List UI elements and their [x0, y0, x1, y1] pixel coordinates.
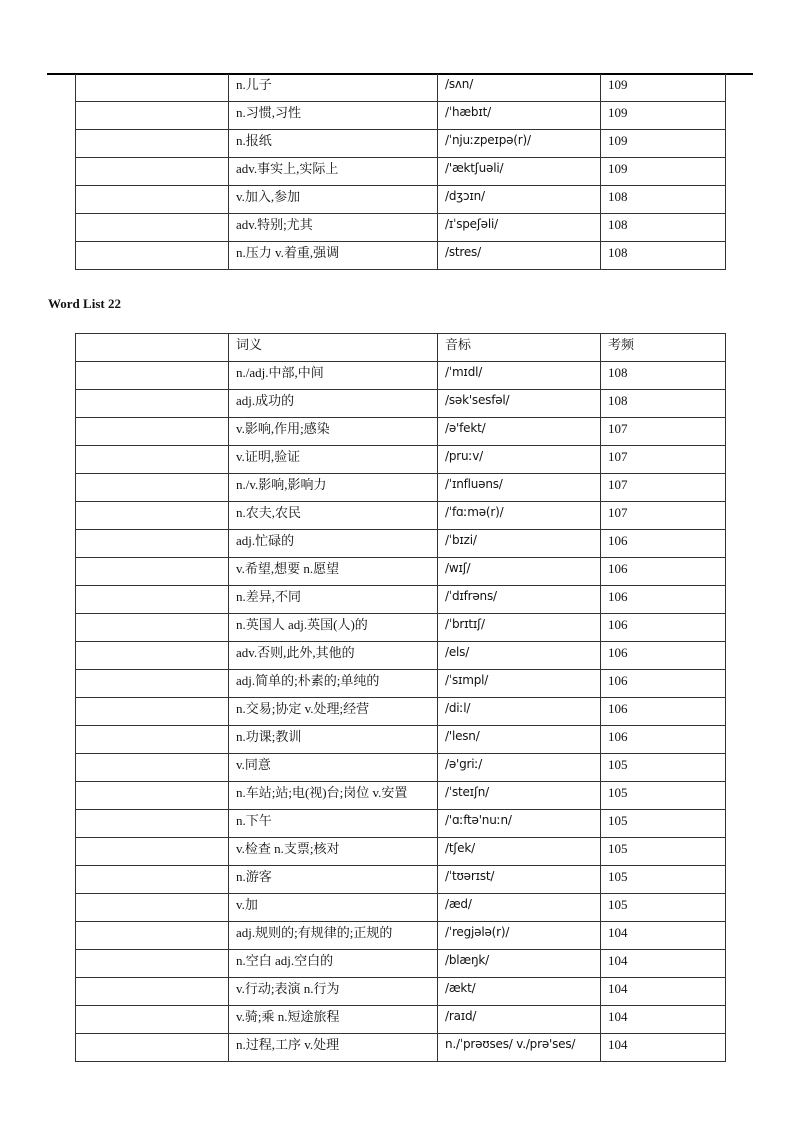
meaning-cell: adj.成功的	[229, 390, 438, 418]
meaning-cell: n.车站;站;电(视)台;岗位 v.安置	[229, 782, 438, 810]
table-row	[76, 614, 726, 642]
section-title: Word List 22	[48, 296, 121, 311]
word-cell	[76, 726, 229, 754]
frequency-cell: 105	[601, 838, 726, 866]
phonetic-cell: /dʒɔɪn/	[438, 186, 601, 214]
meaning-cell: n.下午	[229, 810, 438, 838]
word-cell	[76, 838, 229, 866]
meaning-cell: v.加入,参加	[229, 186, 438, 214]
table-row	[76, 698, 726, 726]
frequency-cell: 107	[601, 418, 726, 446]
word-cell	[76, 698, 229, 726]
phonetic-cell: /stres/	[438, 242, 601, 270]
frequency-cell: 109	[601, 158, 726, 186]
meaning-cell: adv.特别;尤其	[229, 214, 438, 242]
word-cell	[76, 186, 229, 214]
frequency-cell: 107	[601, 446, 726, 474]
table-row	[76, 530, 726, 558]
meaning-cell: adv.否则,此外,其他的	[229, 642, 438, 670]
frequency-cell: 107	[601, 474, 726, 502]
frequency-cell: 105	[601, 782, 726, 810]
word-cell	[76, 754, 229, 782]
table-row	[76, 362, 726, 390]
phonetic-cell: /ˈɪnfluəns/	[438, 474, 601, 502]
table-row	[76, 502, 726, 530]
word-cell	[76, 446, 229, 474]
frequency-cell: 108	[601, 214, 726, 242]
word-cell	[76, 614, 229, 642]
word-cell	[76, 390, 229, 418]
frequency-cell: 108	[601, 242, 726, 270]
phonetic-cell: /ˈbrɪtɪʃ/	[438, 614, 601, 642]
table-row	[76, 586, 726, 614]
frequency-cell: 105	[601, 754, 726, 782]
word-cell	[76, 214, 229, 242]
word-cell	[76, 670, 229, 698]
header-meaning: 词义	[229, 334, 438, 362]
word-cell	[76, 530, 229, 558]
frequency-cell: 106	[601, 670, 726, 698]
table-row	[76, 1034, 726, 1062]
word-cell	[76, 922, 229, 950]
word-cell	[76, 130, 229, 158]
frequency-cell: 109	[601, 102, 726, 130]
table-row	[76, 102, 726, 130]
table-row	[76, 214, 726, 242]
frequency-cell: 104	[601, 922, 726, 950]
word-cell	[76, 810, 229, 838]
frequency-cell: 104	[601, 950, 726, 978]
word-cell	[76, 158, 229, 186]
meaning-cell: n.交易;协定 v.处理;经营	[229, 698, 438, 726]
frequency-cell: 104	[601, 1034, 726, 1062]
phonetic-cell: /blæŋk/	[438, 950, 601, 978]
table-header-row	[76, 334, 726, 362]
frequency-cell: 108	[601, 362, 726, 390]
phonetic-cell: /'æktʃuəli/	[438, 158, 601, 186]
table-row	[76, 642, 726, 670]
word-cell	[76, 418, 229, 446]
word-cell	[76, 242, 229, 270]
table-row	[76, 74, 726, 102]
frequency-cell: 105	[601, 894, 726, 922]
meaning-cell: v.希望,想要 n.愿望	[229, 558, 438, 586]
phonetic-cell: /ˈsteɪʃn/	[438, 782, 601, 810]
header-word	[76, 334, 229, 362]
phonetic-cell: /ˈnjuːzpeɪpə(r)/	[438, 130, 601, 158]
frequency-cell: 106	[601, 586, 726, 614]
table-row	[76, 726, 726, 754]
table-row	[76, 390, 726, 418]
frequency-cell: 104	[601, 978, 726, 1006]
vocab-table-body	[76, 362, 726, 1062]
phonetic-cell: /ə'griː/	[438, 754, 601, 782]
word-cell	[76, 894, 229, 922]
table-row	[76, 558, 726, 586]
frequency-cell: 105	[601, 866, 726, 894]
frequency-cell: 105	[601, 810, 726, 838]
meaning-cell: n.习惯,习性	[229, 102, 438, 130]
phonetic-cell: /sʌn/	[438, 74, 601, 102]
frequency-cell: 106	[601, 614, 726, 642]
vocab-table-continued-body	[76, 74, 726, 270]
frequency-cell: 108	[601, 390, 726, 418]
frequency-cell: 108	[601, 186, 726, 214]
frequency-cell: 106	[601, 726, 726, 754]
meaning-cell: v.证明,验证	[229, 446, 438, 474]
phonetic-cell: /'lesn/	[438, 726, 601, 754]
frequency-cell: 106	[601, 530, 726, 558]
meaning-cell: adv.事实上,实际上	[229, 158, 438, 186]
phonetic-cell: /ˈtʊərɪst/	[438, 866, 601, 894]
word-cell	[76, 978, 229, 1006]
frequency-cell: 107	[601, 502, 726, 530]
meaning-cell: n.农夫,农民	[229, 502, 438, 530]
phonetic-cell: /ˈmɪdl/	[438, 362, 601, 390]
phonetic-cell: /tʃek/	[438, 838, 601, 866]
frequency-cell: 109	[601, 74, 726, 102]
table-row	[76, 158, 726, 186]
meaning-cell: n.空白 adj.空白的	[229, 950, 438, 978]
meaning-cell: adj.简单的;朴素的;单纯的	[229, 670, 438, 698]
table-row	[76, 922, 726, 950]
table-row	[76, 242, 726, 270]
table-row	[76, 978, 726, 1006]
frequency-cell: 106	[601, 558, 726, 586]
phonetic-cell: /ˈbɪzi/	[438, 530, 601, 558]
table-row	[76, 418, 726, 446]
word-cell	[76, 474, 229, 502]
phonetic-cell: /raɪd/	[438, 1006, 601, 1034]
table-row	[76, 186, 726, 214]
phonetic-cell: /ˈregjələ(r)/	[438, 922, 601, 950]
meaning-cell: v.骑;乘 n.短途旅程	[229, 1006, 438, 1034]
word-cell	[76, 642, 229, 670]
meaning-cell: n.功课;教训	[229, 726, 438, 754]
word-cell	[76, 362, 229, 390]
table-row	[76, 838, 726, 866]
phonetic-cell: /ˈsɪmpl/	[438, 670, 601, 698]
table-row	[76, 670, 726, 698]
frequency-cell: 106	[601, 642, 726, 670]
word-cell	[76, 782, 229, 810]
phonetic-cell: /pruːv/	[438, 446, 601, 474]
meaning-cell: n./v.影响,影响力	[229, 474, 438, 502]
phonetic-cell: /æd/	[438, 894, 601, 922]
table-row	[76, 810, 726, 838]
meaning-cell: n.儿子	[229, 74, 438, 102]
phonetic-cell: /ə'fekt/	[438, 418, 601, 446]
meaning-cell: n.过程,工序 v.处理	[229, 1034, 438, 1062]
meaning-cell: n.报纸	[229, 130, 438, 158]
frequency-cell: 109	[601, 130, 726, 158]
meaning-cell: n.英国人 adj.英国(人)的	[229, 614, 438, 642]
table-row	[76, 474, 726, 502]
vocab-table-continued	[75, 74, 726, 270]
phonetic-cell: /sək'sesfəl/	[438, 390, 601, 418]
meaning-cell: n.游客	[229, 866, 438, 894]
phonetic-cell: /ɪˈspeʃəli/	[438, 214, 601, 242]
table-row	[76, 782, 726, 810]
phonetic-cell: /ˈfɑːmə(r)/	[438, 502, 601, 530]
phonetic-cell: n./ˈprəʊses/ v./prə'ses/	[438, 1034, 601, 1062]
word-cell	[76, 1034, 229, 1062]
phonetic-cell: /'ɑːftə'nuːn/	[438, 810, 601, 838]
phonetic-cell: /wɪʃ/	[438, 558, 601, 586]
table-row	[76, 446, 726, 474]
word-cell	[76, 102, 229, 130]
meaning-cell: n.压力 v.着重,强调	[229, 242, 438, 270]
meaning-cell: v.影响,作用;感染	[229, 418, 438, 446]
table-row	[76, 894, 726, 922]
meaning-cell: n./adj.中部,中间	[229, 362, 438, 390]
meaning-cell: v.行动;表演 n.行为	[229, 978, 438, 1006]
phonetic-cell: /diːl/	[438, 698, 601, 726]
meaning-cell: v.同意	[229, 754, 438, 782]
header-frequency: 考频	[601, 334, 726, 362]
word-cell	[76, 74, 229, 102]
phonetic-cell: /ækt/	[438, 978, 601, 1006]
meaning-cell: adj.忙碌的	[229, 530, 438, 558]
table-row	[76, 130, 726, 158]
table-row	[76, 754, 726, 782]
vocab-table-word-list-22	[75, 333, 726, 1062]
word-cell	[76, 1006, 229, 1034]
word-cell	[76, 502, 229, 530]
frequency-cell: 104	[601, 1006, 726, 1034]
meaning-cell: adj.规则的;有规律的;正规的	[229, 922, 438, 950]
meaning-cell: v.加	[229, 894, 438, 922]
meaning-cell: v.检查 n.支票;核对	[229, 838, 438, 866]
phonetic-cell: /els/	[438, 642, 601, 670]
table-row	[76, 950, 726, 978]
frequency-cell: 106	[601, 698, 726, 726]
meaning-cell: n.差异,不同	[229, 586, 438, 614]
phonetic-cell: /ˈhæbɪt/	[438, 102, 601, 130]
table-row	[76, 1006, 726, 1034]
word-cell	[76, 558, 229, 586]
word-cell	[76, 950, 229, 978]
phonetic-cell: /ˈdɪfrəns/	[438, 586, 601, 614]
word-cell	[76, 866, 229, 894]
table-row	[76, 866, 726, 894]
word-cell	[76, 586, 229, 614]
header-phonetic: 音标	[438, 334, 601, 362]
